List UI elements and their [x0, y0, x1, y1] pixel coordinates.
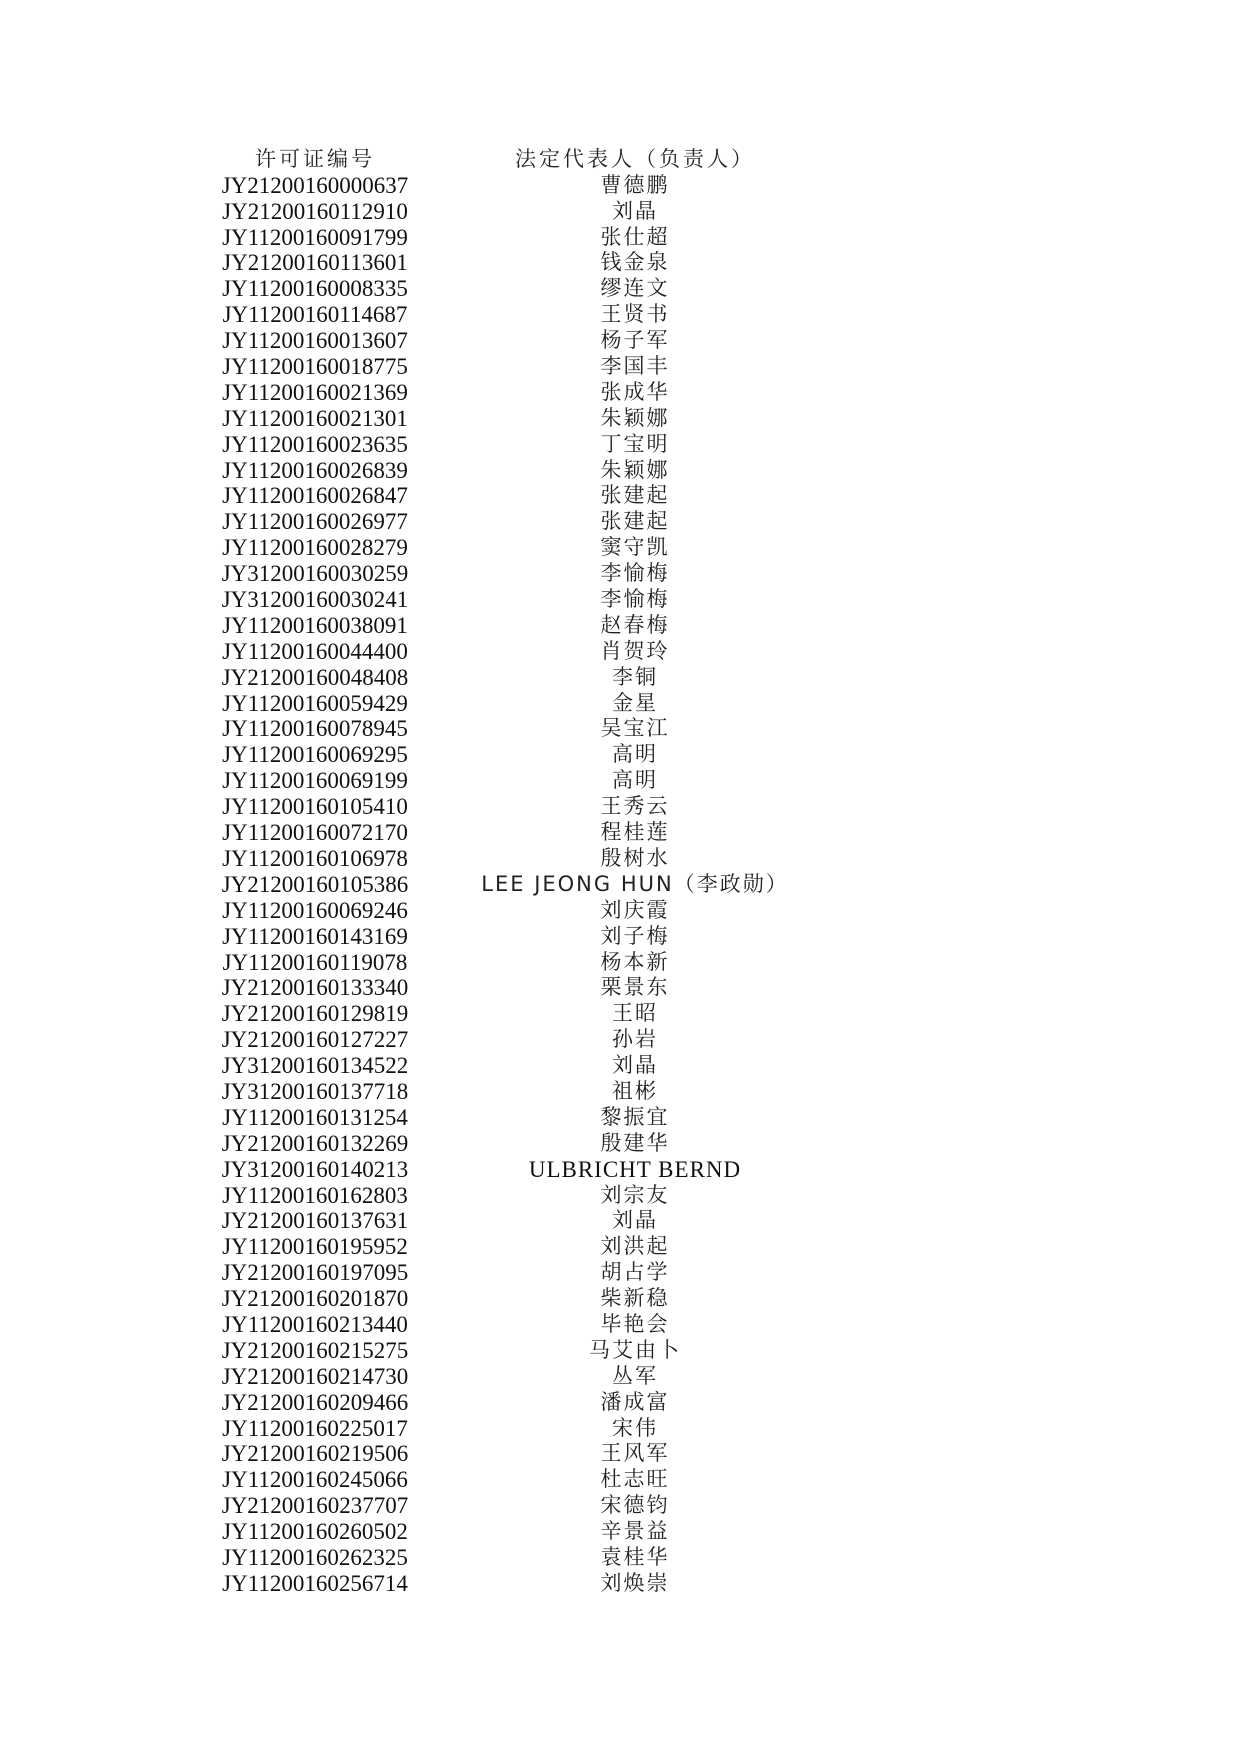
table-row: [212, 1130, 852, 1156]
license-number-cell: JY21200160113601: [222, 250, 408, 276]
license-number-cell: JY11200160213440: [222, 1311, 408, 1337]
table-row: [212, 327, 852, 353]
table-row: [212, 871, 852, 897]
license-number-cell: JY21200160237707: [221, 1493, 409, 1519]
table-body: [212, 172, 852, 1596]
legal-representative-cell: ULBRICHT BERND: [528, 1156, 742, 1182]
license-number-cell: JY11200160262325: [222, 1544, 408, 1570]
license-number-cell: JY11200160038091: [222, 612, 408, 638]
license-number-cell: JY21200160048408: [221, 664, 409, 690]
legal-representative-cell: 钱金泉: [600, 250, 670, 275]
license-number-cell: JY11200160131254: [222, 1104, 408, 1130]
table-row: [212, 1026, 852, 1052]
table-row: [212, 301, 852, 327]
license-number-cell: JY11200160256714: [222, 1570, 408, 1596]
table-row: [212, 1259, 852, 1285]
legal-representative-cell: 王秀云: [600, 794, 670, 819]
table-row: [212, 483, 852, 509]
legal-representative-cell: 栗景东: [600, 975, 670, 1000]
table-row: [212, 457, 852, 483]
header-legal-representative: 法定代表人（负责人）: [515, 146, 755, 171]
table-row: [212, 560, 852, 586]
table-row: [212, 1337, 852, 1363]
license-number-cell: JY11200160021369: [222, 379, 408, 405]
license-number-cell: JY11200160106978: [222, 845, 408, 871]
license-number-cell: JY11200160225017: [222, 1415, 408, 1441]
table-row: [212, 793, 852, 819]
legal-representative-cell: 程桂莲: [600, 820, 670, 845]
license-number-cell: JY11200160028279: [222, 535, 408, 561]
license-number-cell: JY11200160119078: [222, 949, 408, 975]
license-number-cell: JY11200160195952: [222, 1234, 408, 1260]
license-number-cell: JY11200160023635: [222, 431, 408, 457]
license-number-cell: JY11200160026839: [222, 457, 408, 483]
license-number-cell: JY11200160021301: [222, 405, 408, 431]
header-license-number: 许可证编号: [255, 146, 375, 171]
table-row: [212, 1233, 852, 1259]
table-row: [212, 690, 852, 716]
license-number-cell: JY21200160197095: [221, 1260, 409, 1286]
table-row: [212, 172, 852, 198]
legal-representative-cell: 曹德鹏: [600, 172, 670, 197]
table-row: [212, 1208, 852, 1234]
license-number-cell: JY21200160219506: [221, 1441, 409, 1467]
legal-representative-cell: 胡占学: [600, 1260, 670, 1285]
table-row: [212, 1156, 852, 1182]
license-number-cell: JY11200160026847: [222, 483, 408, 509]
table-row: [212, 1570, 852, 1596]
table-row: [212, 379, 852, 405]
legal-representative-cell: 祖彬: [612, 1078, 658, 1103]
license-number-cell: JY11200160069246: [222, 897, 408, 923]
table-row: [212, 897, 852, 923]
table-row: [212, 741, 852, 767]
legal-representative-cell: 李愉梅: [600, 561, 670, 586]
table-row: [212, 949, 852, 975]
legal-representative-cell: 刘宗友: [600, 1182, 670, 1207]
legal-representative-cell: 杨子军: [600, 328, 670, 353]
legal-representative-cell: LEE JEONG HUN（李政勋）: [481, 871, 789, 896]
legal-representative-cell: 张成华: [600, 379, 670, 404]
table-row: [212, 1544, 852, 1570]
table-row: [212, 405, 852, 431]
legal-representative-cell: 袁桂华: [600, 1544, 670, 1569]
license-number-cell: JY21200160105386: [221, 871, 409, 897]
license-number-cell: JY21200160201870: [221, 1286, 409, 1312]
legal-representative-cell: 金星: [612, 690, 658, 715]
legal-representative-cell: 宋德钧: [600, 1493, 670, 1518]
legal-representative-cell: 缪连文: [600, 276, 670, 301]
legal-representative-cell: 刘晶: [612, 198, 658, 223]
license-number-cell: JY11200160013607: [222, 328, 408, 354]
license-number-cell: JY11200160114687: [222, 302, 408, 328]
legal-representative-cell: 张建起: [600, 509, 670, 534]
license-number-cell: JY11200160091799: [222, 224, 408, 250]
table-row: [212, 664, 852, 690]
license-number-cell: JY11200160069199: [222, 768, 408, 794]
license-number-cell: JY11200160069295: [222, 742, 408, 768]
license-number-cell: JY21200160214730: [221, 1363, 409, 1389]
license-number-cell: JY11200160072170: [222, 820, 408, 846]
license-number-cell: JY21200160132269: [221, 1130, 409, 1156]
license-table: [212, 146, 852, 1596]
table-row: [212, 1415, 852, 1441]
table-row: [212, 1182, 852, 1208]
legal-representative-cell: 刘洪起: [600, 1234, 670, 1259]
legal-representative-cell: 潘成富: [600, 1389, 670, 1414]
legal-representative-cell: 张仕超: [600, 224, 670, 249]
legal-representative-cell: 马艾由卜: [589, 1337, 681, 1362]
legal-representative-cell: 王昭: [612, 1001, 658, 1026]
table-row: [212, 431, 852, 457]
legal-representative-cell: 高明: [612, 768, 658, 793]
license-number-cell: JY21200160133340: [221, 975, 409, 1001]
table-header-row: [212, 146, 852, 172]
legal-representative-cell: 朱颖娜: [600, 405, 670, 430]
legal-representative-cell: 李国丰: [600, 354, 670, 379]
table-row: [212, 975, 852, 1001]
license-number-cell: JY11200160008335: [222, 276, 408, 302]
legal-representative-cell: 殷建华: [600, 1130, 670, 1155]
license-number-cell: JY11200160044400: [222, 638, 408, 664]
license-number-cell: JY31200160030259: [221, 561, 409, 587]
legal-representative-cell: 刘晶: [612, 1053, 658, 1078]
legal-representative-cell: 张建起: [600, 483, 670, 508]
table-row: [212, 612, 852, 638]
table-row: [212, 1104, 852, 1130]
license-number-cell: JY31200160137718: [221, 1078, 409, 1104]
table-row: [212, 716, 852, 742]
license-number-cell: JY11200160026977: [222, 509, 408, 535]
license-number-cell: JY31200160140213: [221, 1156, 409, 1182]
table-row: [212, 1466, 852, 1492]
table-row: [212, 819, 852, 845]
legal-representative-cell: 刘晶: [612, 1208, 658, 1233]
legal-representative-cell: 李铜: [612, 664, 658, 689]
legal-representative-cell: 刘子梅: [600, 923, 670, 948]
license-number-cell: JY11200160245066: [222, 1467, 408, 1493]
license-number-cell: JY31200160030241: [221, 587, 409, 613]
legal-representative-cell: 窦守凯: [600, 535, 670, 560]
table-row: [212, 638, 852, 664]
legal-representative-cell: 吴宝江: [600, 716, 670, 741]
table-row: [212, 275, 852, 301]
table-row: [212, 198, 852, 224]
legal-representative-cell: 肖贺玲: [600, 638, 670, 663]
table-row: [212, 1285, 852, 1311]
table-row: [212, 767, 852, 793]
license-number-cell: JY21200160137631: [221, 1208, 409, 1234]
table-row: [212, 1363, 852, 1389]
table-row: [212, 845, 852, 871]
license-number-cell: JY11200160059429: [222, 690, 408, 716]
table-row: [212, 1492, 852, 1518]
table-row: [212, 1311, 852, 1337]
legal-representative-cell: 丛军: [612, 1363, 658, 1388]
legal-representative-cell: 朱颖娜: [600, 457, 670, 482]
table-row: [212, 1389, 852, 1415]
legal-representative-cell: 赵春梅: [600, 612, 670, 637]
table-row: [212, 534, 852, 560]
legal-representative-cell: 黎振宜: [600, 1104, 670, 1129]
table-row: [212, 586, 852, 612]
table-row: [212, 1441, 852, 1467]
table-row: [212, 1052, 852, 1078]
legal-representative-cell: 孙岩: [612, 1027, 658, 1052]
legal-representative-cell: 李愉梅: [600, 587, 670, 612]
legal-representative-cell: 高明: [612, 742, 658, 767]
license-number-cell: JY11200160143169: [222, 923, 408, 949]
table-row: [212, 508, 852, 534]
license-number-cell: JY11200160162803: [222, 1182, 408, 1208]
legal-representative-cell: 宋伟: [612, 1415, 658, 1440]
license-number-cell: JY21200160112910: [222, 198, 408, 224]
table-row: [212, 353, 852, 379]
legal-representative-cell: 毕艳会: [600, 1311, 670, 1336]
legal-representative-cell: 王贤书: [600, 302, 670, 327]
license-number-cell: JY11200160078945: [222, 716, 408, 742]
legal-representative-cell: 柴新稳: [600, 1286, 670, 1311]
license-number-cell: JY21200160215275: [221, 1337, 409, 1363]
legal-representative-cell: 丁宝明: [600, 431, 670, 456]
license-number-cell: JY21200160127227: [221, 1027, 409, 1053]
license-number-cell: JY31200160134522: [221, 1053, 409, 1079]
table-row: [212, 1000, 852, 1026]
legal-representative-cell: 刘焕崇: [600, 1570, 670, 1595]
legal-representative-cell: 刘庆霞: [600, 897, 670, 922]
table-row: [212, 1518, 852, 1544]
table-row: [212, 250, 852, 276]
license-number-cell: JY11200160260502: [222, 1519, 408, 1545]
table-row: [212, 224, 852, 250]
legal-representative-cell: 杨本新: [600, 949, 670, 974]
license-number-cell: JY11200160105410: [222, 794, 408, 820]
license-number-cell: JY21200160129819: [221, 1001, 409, 1027]
legal-representative-cell: 殷树水: [600, 845, 670, 870]
legal-representative-cell: 辛景益: [600, 1519, 670, 1544]
table-row: [212, 1078, 852, 1104]
license-number-cell: JY11200160018775: [222, 354, 408, 380]
license-number-cell: JY21200160209466: [221, 1389, 409, 1415]
legal-representative-cell: 王风军: [600, 1441, 670, 1466]
table-row: [212, 923, 852, 949]
legal-representative-cell: 杜志旺: [600, 1467, 670, 1492]
license-number-cell: JY21200160000637: [221, 172, 409, 198]
